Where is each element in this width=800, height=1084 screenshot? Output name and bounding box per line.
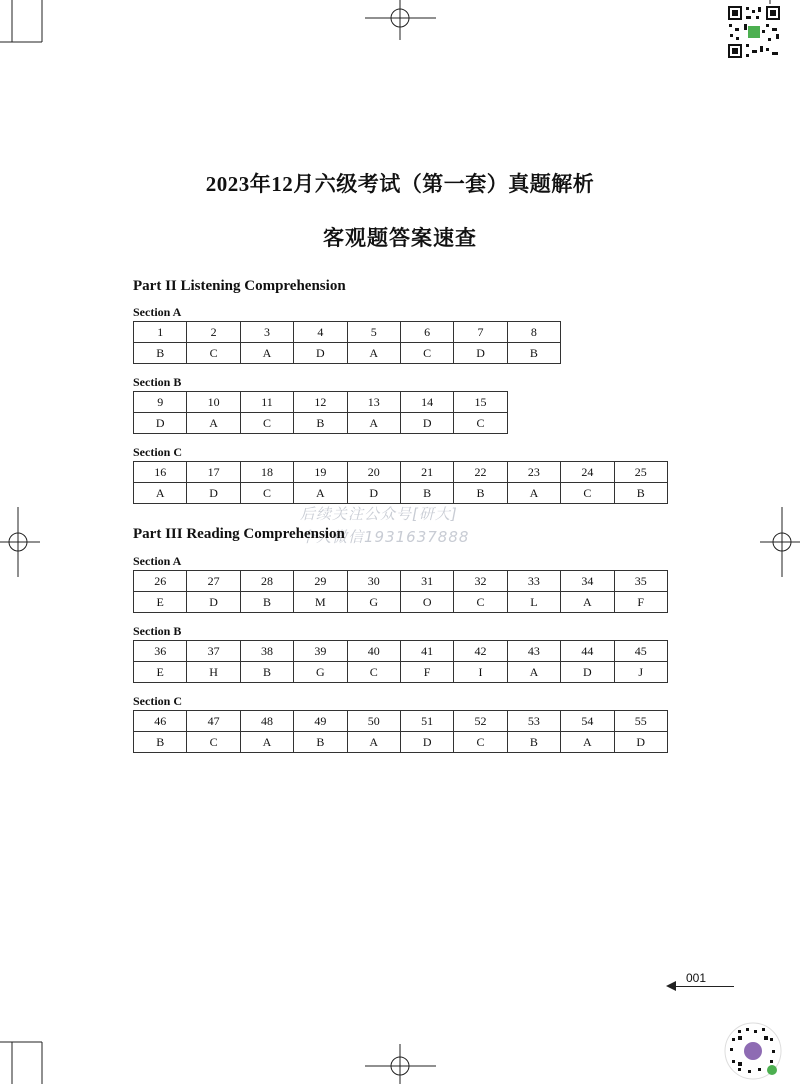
question-number-cell: 27: [187, 571, 240, 592]
answer-cell: A: [507, 483, 560, 504]
answer-cell: A: [347, 413, 400, 434]
mini-program-code-icon: [724, 1022, 782, 1080]
answer-cell: B: [400, 483, 453, 504]
answer-cell: D: [294, 343, 347, 364]
question-number-cell: 20: [347, 462, 400, 483]
answer-cell: E: [134, 662, 187, 683]
question-number-cell: 2: [187, 322, 240, 343]
question-number-cell: 1: [134, 322, 187, 343]
answer-cell: A: [561, 592, 614, 613]
question-number-cell: 40: [347, 641, 400, 662]
question-number-cell: 38: [240, 641, 293, 662]
question-number-cell: 51: [400, 711, 453, 732]
answer-table: [133, 710, 668, 753]
answer-cell: J: [614, 662, 667, 683]
answer-cell: B: [134, 343, 187, 364]
question-number-cell: 15: [454, 392, 507, 413]
answer-cell: D: [187, 483, 240, 504]
question-number-row: [134, 322, 561, 343]
answer-cell: C: [240, 483, 293, 504]
question-number-cell: 5: [347, 322, 400, 343]
answer-row: [134, 483, 668, 504]
answer-cell: C: [454, 592, 507, 613]
answer-cell: A: [294, 483, 347, 504]
question-number-cell: 24: [561, 462, 614, 483]
question-number-row: [134, 711, 668, 732]
question-number-cell: 9: [134, 392, 187, 413]
answer-cell: D: [400, 732, 453, 753]
answer-cell: D: [614, 732, 667, 753]
answer-cell: D: [561, 662, 614, 683]
answer-cell: C: [240, 413, 293, 434]
question-number-cell: 16: [134, 462, 187, 483]
page-title: 2023年12月六级考试（第一套）真题解析: [205, 172, 595, 196]
answer-cell: F: [400, 662, 453, 683]
question-number-cell: 3: [240, 322, 293, 343]
part-heading-reading: Part III Reading Comprehension: [133, 526, 345, 542]
qr-code-icon: [726, 4, 782, 60]
section-label: Section A: [133, 554, 182, 568]
answer-cell: C: [454, 413, 507, 434]
question-number-cell: 32: [454, 571, 507, 592]
page-marker-icon: [666, 981, 676, 991]
answer-cell: D: [187, 592, 240, 613]
answer-cell: B: [507, 732, 560, 753]
section-label: Section B: [133, 624, 182, 638]
page-subtitle: 客观题答案速查: [323, 226, 477, 250]
answer-row: [134, 592, 668, 613]
question-number-cell: 55: [614, 711, 667, 732]
question-number-cell: 7: [454, 322, 507, 343]
question-number-cell: 30: [347, 571, 400, 592]
question-number-cell: 18: [240, 462, 293, 483]
question-number-cell: 37: [187, 641, 240, 662]
answer-cell: A: [561, 732, 614, 753]
answer-cell: B: [134, 732, 187, 753]
question-number-cell: 46: [134, 711, 187, 732]
answer-cell: G: [347, 592, 400, 613]
answer-cell: C: [561, 483, 614, 504]
question-number-cell: 23: [507, 462, 560, 483]
question-number-cell: 33: [507, 571, 560, 592]
question-number-cell: 22: [454, 462, 507, 483]
answer-cell: M: [294, 592, 347, 613]
page-number: 001: [686, 971, 707, 985]
question-number-row: [134, 571, 668, 592]
answer-cell: C: [454, 732, 507, 753]
question-number-cell: 52: [454, 711, 507, 732]
answer-row: [134, 662, 668, 683]
answer-cell: D: [347, 483, 400, 504]
question-number-cell: 42: [454, 641, 507, 662]
question-number-cell: 12: [294, 392, 347, 413]
section-label: Section C: [133, 445, 182, 459]
answer-cell: C: [187, 732, 240, 753]
question-number-cell: 48: [240, 711, 293, 732]
answer-row: [134, 732, 668, 753]
answer-cell: D: [134, 413, 187, 434]
question-number-cell: 43: [507, 641, 560, 662]
answer-cell: E: [134, 592, 187, 613]
question-number-cell: 21: [400, 462, 453, 483]
question-number-cell: 13: [347, 392, 400, 413]
answer-cell: H: [187, 662, 240, 683]
question-number-cell: 44: [561, 641, 614, 662]
question-number-row: [134, 462, 668, 483]
question-number-cell: 8: [507, 322, 560, 343]
question-number-row: [134, 641, 668, 662]
answer-cell: A: [240, 343, 293, 364]
answer-cell: A: [347, 343, 400, 364]
answer-cell: D: [454, 343, 507, 364]
question-number-cell: 28: [240, 571, 293, 592]
answer-cell: A: [507, 662, 560, 683]
answer-cell: A: [187, 413, 240, 434]
question-number-cell: 39: [294, 641, 347, 662]
question-number-cell: 4: [294, 322, 347, 343]
question-number-cell: 36: [134, 641, 187, 662]
question-number-cell: 10: [187, 392, 240, 413]
watermark-line: 后续关注公众号[研大]: [300, 505, 458, 523]
answer-row: [134, 413, 508, 434]
answer-table: [133, 321, 561, 364]
answer-cell: B: [614, 483, 667, 504]
answer-table: [133, 640, 668, 683]
answer-cell: B: [240, 592, 293, 613]
question-number-cell: 11: [240, 392, 293, 413]
question-number-cell: 6: [400, 322, 453, 343]
answer-cell: G: [294, 662, 347, 683]
question-number-cell: 34: [561, 571, 614, 592]
answer-row: [134, 343, 561, 364]
question-number-cell: 26: [134, 571, 187, 592]
answer-cell: L: [507, 592, 560, 613]
answer-cell: C: [187, 343, 240, 364]
question-number-cell: 29: [294, 571, 347, 592]
question-number-cell: 17: [187, 462, 240, 483]
question-number-cell: 54: [561, 711, 614, 732]
page-rule: [676, 986, 734, 987]
question-number-cell: 25: [614, 462, 667, 483]
answer-cell: B: [294, 732, 347, 753]
answer-cell: F: [614, 592, 667, 613]
question-number-cell: 35: [614, 571, 667, 592]
section-label: Section B: [133, 375, 182, 389]
question-number-cell: 41: [400, 641, 453, 662]
answer-table: [133, 461, 668, 504]
answer-cell: B: [507, 343, 560, 364]
question-number-cell: 50: [347, 711, 400, 732]
answer-cell: A: [347, 732, 400, 753]
answer-cell: I: [454, 662, 507, 683]
question-number-cell: 14: [400, 392, 453, 413]
answer-cell: B: [240, 662, 293, 683]
answer-cell: B: [294, 413, 347, 434]
answer-cell: C: [347, 662, 400, 683]
question-number-cell: 49: [294, 711, 347, 732]
part-heading-listening: Part II Listening Comprehension: [133, 278, 346, 294]
answer-cell: A: [240, 732, 293, 753]
question-number-cell: 31: [400, 571, 453, 592]
answer-cell: A: [134, 483, 187, 504]
question-number-row: [134, 392, 508, 413]
section-label: Section C: [133, 694, 182, 708]
question-number-cell: 47: [187, 711, 240, 732]
answer-cell: O: [400, 592, 453, 613]
watermark-line: 个人微信1931637888: [300, 528, 470, 546]
answer-cell: D: [400, 413, 453, 434]
answer-cell: B: [454, 483, 507, 504]
answer-table: [133, 570, 668, 613]
question-number-cell: 19: [294, 462, 347, 483]
answer-table: [133, 391, 508, 434]
question-number-cell: 53: [507, 711, 560, 732]
answer-cell: C: [400, 343, 453, 364]
section-label: Section A: [133, 305, 182, 319]
question-number-cell: 45: [614, 641, 667, 662]
